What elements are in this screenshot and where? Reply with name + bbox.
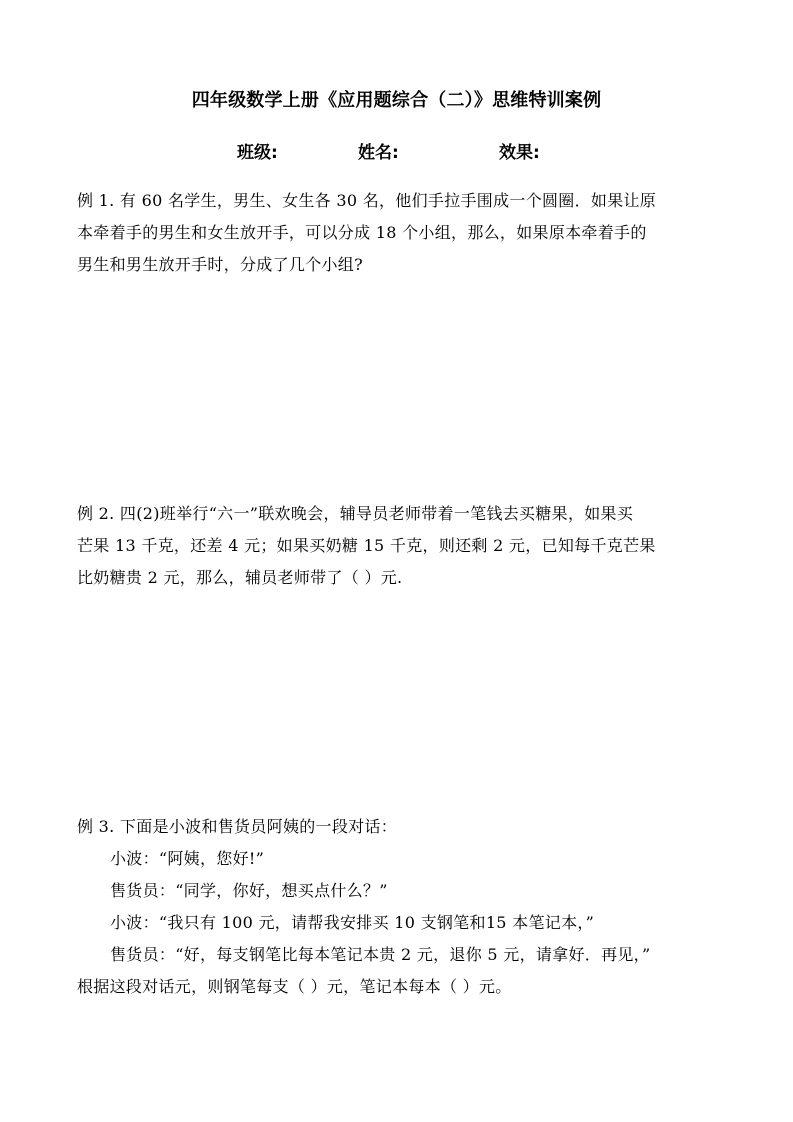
example-3-intro: 例 3. 下面是小波和售货员阿姨的一段对话： (77, 817, 398, 836)
example-3 (77, 811, 727, 1003)
dialogue-line-1: 小波：“阿姨，您好!” (110, 849, 265, 868)
class-field-label: 班级: (237, 143, 278, 163)
example-3-question: 根据这段对话元，则钢笔每支（ ）元，笔记本每本（ ）元。 (77, 977, 512, 996)
example-2-line-3: 比奶糖贵 2 元，那么，辅员老师带了（ ）元. (77, 568, 403, 587)
dialogue-line-2: 售货员：“同学，你好，想买点什么？” (110, 881, 388, 900)
example-2-line-2: 芒果 13 千克，还差 4 元；如果买奶糖 15 千克，则还剩 2 元，已知每千克芒果 (77, 536, 656, 555)
page-title: 四年级数学上册《应用题综合（二）》思维特训案例 (191, 90, 602, 111)
example-1-line-2: 本牵着手的男生和女生放开手，可以分成 18 个小组，那么，如果原本牵着手的 (77, 223, 647, 242)
example-2 (77, 498, 727, 594)
dialogue-line-4: 售货员：“好，每支钢笔比每本笔记本贵 2 元，退你 5 元，请拿好．再见，” (110, 945, 651, 964)
example-1-line-1: 例 1. 有 60 名学生，男生、女生各 30 名，他们手拉手围成一个圆圈．如果让原 (77, 191, 657, 210)
example-1-line-3: 男生和男生放开手时，分成了几个小组? (77, 255, 363, 274)
result-field-label: 效果: (499, 143, 540, 163)
dialogue-line-3: 小波：“我只有 100 元，请帮我安排买 10 支钢笔和15 本笔记本，” (110, 913, 595, 932)
example-2-line-1: 例 2. 四(2)班举行“六一”联欢晚会，辅导员老师带着一笔钱去买糖果，如果买 (77, 504, 634, 523)
name-field-label: 姓名: (358, 143, 399, 163)
example-1 (77, 185, 727, 281)
